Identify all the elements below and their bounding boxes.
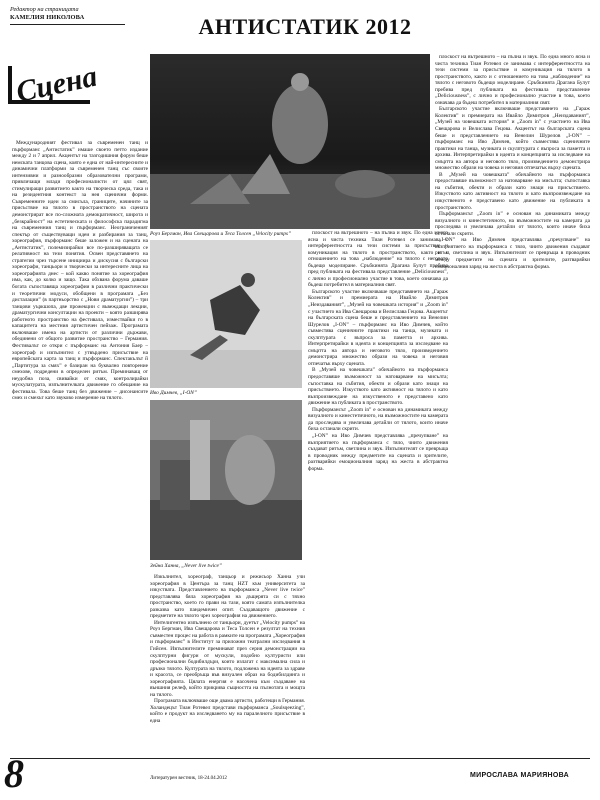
author-name: МИРОСЛАВА МАРИЯНОВА — [470, 772, 570, 779]
section-logo — [6, 64, 96, 108]
caption-photo-1: Роуз Бергман, Ива Свещарова и Теса Толсен „Velocity pumps” — [150, 231, 291, 237]
article-paragraph: Българското участие включваше представянето на „Гараж Колектив” и премиерата на Ивайло Димитров „Неиздаваният”, „Музей на човешката история” и „Zoom in” с участието на Ива Свещарова и Велислава Гецова. Акцентът на българската сцена беше и представлението на Венелин Шурелов „I-ON” – пърформанс на Иво Димчев, който съвместява сценичните практики на танца, музиката и скулптурата с въпроса за паметта и архива. Интерпретирайки в идеята и концепцията за изследване на смъртта на автора и неговото тяло, произведението демонстрира множество образи на човека и неговия отпечатък върху сцената. — [435, 106, 590, 172]
article-column-3 — [308, 230, 448, 760]
article-column-2 — [150, 574, 305, 754]
editor-name: КАМЕЛИЯ НИКОЛОВА — [10, 13, 85, 21]
article-paragraph: „I-ON” на Иво Димчев представлява „пречупване” на възприятието на пърформанса с тяло, чиито движения създават ритъм, светлина и звук. Изпълнителят се превръща в проводник между предметите на сцената и зрителите, разтваряйки емоционалния заряд на жеста в абстрактна форма. — [435, 237, 590, 270]
article-paragraph: „I-ON” на Иво Димчев представлява „пречупване” на възприятието на пърформанса с тяло, чиито движения създават ритъм, светлина и звук. Изпълнителят се превръща в проводник между предметите на сцената и зрителите, разтваряйки емоционалния заряд на жеста в абстрактна форма. — [308, 432, 448, 472]
article-column-4 — [435, 54, 590, 754]
caption-photo-2: Иво Димчев, „I-ON” — [150, 390, 197, 396]
article-paragraph: Пърформансът „Zoom in” е основан на динамиката между визуалното и кинестетичното, на възможностите на камерата да проследява и увеличава детайли от тялото, които иначе биха останали скрити. — [308, 406, 448, 433]
article-paragraph: В „Музей на човешката” обичайното на пърформанса предоставяше възможност за натоварване на мисълта; съпоставка на събития, обекти и образи като знаци на присъствието. Изкуството като активност на тялото и като възпроизвеждане на изкуственото е представено като движение на публиката в пространството. — [308, 367, 448, 407]
article-paragraph: плоскост на вътрешното – на пълна и звук. По една много ясна и чиста техника Тиан Ротевел се занимава с интерферентността на тези системи за присъствие и комуникация на тялото в пространството, както и с отношението на това „наблюдение” на тялото с неговото бъдещо моделиране. Сръбкинята Драгана Булут пребива пред публиката на фестивала представление „Deliciousness”, с лично и професионално участие в това, което означава да бъдеш потребител в материалния свят. — [308, 230, 448, 289]
section-logo-graphic — [6, 64, 96, 108]
article-column-1 — [12, 140, 148, 740]
article-paragraph: Програмата включваше още двама артисти, работещи в Германия. Холандецът Тиан Ротевел представи пърформанса „Soulsqeezing”, който е продукт на изследването му на паралелното присъствие в една — [150, 698, 305, 725]
page-number: 8 — [4, 751, 24, 796]
photo-i-on — [150, 240, 302, 388]
photo-never-live-twice — [150, 400, 302, 560]
issue-info: Литературен вестник, 18-24.04.2012 — [150, 776, 227, 781]
footer-rule — [10, 758, 590, 759]
editor-rule — [10, 24, 125, 25]
section-logo-text: Сцена — [13, 64, 96, 108]
article-paragraph: плоскост на вътрешното – на пълна и звук. По една много ясна и чиста техника Тиан Ротевел се занимава с интерферентността на тези системи за присъствие и комуникация на тялото в пространството, както и с отношението на това „наблюдение” на тялото с неговото бъдещо моделиране. Сръбкинята Драгана Булут пребива пред публиката на фестивала представление „Deliciousness”, с лично и професионално участие в това, което означава да бъдеш потребител в материалния свят. — [435, 54, 590, 106]
caption-photo-3: Зейна Ханна, „Never live twice” — [150, 563, 222, 569]
article-paragraph: Българското участие включваше представянето на „Гараж Колектив” и премиерата на Ивайло Димитров „Неиздаваният”, „Музей на човешката история” и „Zoom in” с участието на Ива Свещарова и Велислава Гецова. Акцентът на българската сцена беше и представлението на Венелин Шурелов „I-ON” – пърформанс на Иво Димчев, който съвместява сценичните практики на танца, музиката и скулптурата с въпроса за паметта и архива. Интерпретирайки в идеята и концепцията за изследване на смъртта на автора и неговото тяло, произведението демонстрира множество образи на човека и неговия отпечатък върху сцената. — [308, 288, 448, 367]
article-paragraph: Международният фестивал за съвременен танц и пърформанс „Антистатик” имаше своето петто издание между 2 и 7 април. Акцентът на тазгодишния форум беше немската танцова сцена, която е една от най-интересните и динамични платформи за съвременен танц със своите интензивни и разнообразни образователни програми, привличащи млади професионалисти от цял свят, стимулиращи развитието както на творческа среда, така и на резидентния контекст за нея сценични форми. Съвременните идеи за смисъла, границите, начините за присъствие на тялото в пространството на сцената демонстрират все по-сложната демократичност, широта и „безкрайност” на естетическата и философска парадигма на съвременния танц и пърформанс. Неограниченият спектър от съществуващи идеи и разбирания за танц, хореография, пърформанс беше заложен и на сцената на „Антистатик”, полемизирайки все по-разширяващата се релативност на тези понятия. Освен представянето на стратегии чрез търсене инициира и дискусия с български хореографи, танцьори и творчески за интересните лица на хореографията днес – кой какво понятие за хореография има, как, до колко и защо. Така обхвана форума даваше богата съпоставяща хореографии в различни практически и теоретични модуси, обобщени в програмата „Без дисталации” (в партньорство с „Нови драматургии”) – три танцови уъркшопа, две прожекции с въвеждащи лекции, драматургични консултации на проекти – която разширява работното пространство на фестивала, измествайки го в капацитета на местния артистичен пейзаж. Програмата включваше имена на артисти от различни държави, обединени от общото развитие пространство – Германия. Фестивалът се откри с пърформанс на Антония Баер – хореограф и изпълнител с утвърдено присъствие на европейската карта за танц и пърформанс. Спектакълът й „Партитура за смях” е базиран на буквално повторение смехове, подредени в определен ритъм. Преминаващ от неудобна поза, свивайки от смях, контролирайки мускулатурата, изпълнителката движение го обещание на фестивала. Това беше танц без движение – дисонансите смех и смехът като звуково измерение на тялото. — [12, 140, 148, 402]
article-paragraph: Пърформансът „Zoom in” е основан на динамиката между визуалното и кинестетичното, на възможностите на камерата да проследява и увеличава детайли от тялото, които иначе биха останали скрити. — [435, 211, 590, 237]
editor-label: Редактор на страницата — [10, 6, 79, 13]
article-paragraph: Интелигентно изпълнено от танцьори, дуетът „Velocity pumps” на Роуз Бергман, Ива Свещарова и Теса Толсен е резултат на техния съвместен процес на работа в рамките на програмата „Хореография и пърформанс” в Институт за приложни театрални изследвания в Гийсен. Изпълнителите преминават през серия демонстрации на скулптурни фигури от мускули, подобно културисти или професионални бодибилдъри, които излагат с максимална сила и дръзко тялото. Културата на тялото, подложена на идеята за здраве и красота, се преобръща във визуален образ на бодибилдинга и хореографията. Цялата енергия е насочена към създаване на външния релеф, който прикрива същността на пълнотата и мощта на тялото. — [150, 619, 305, 698]
article-paragraph: В „Музей на човешката” обичайното на пърформанса предоставяше възможност за натоварване на мисълта; съпоставка на събития, обекти и образи като знаци на присъствието. Изкуството като активност на тялото и като възпроизвеждане на изкуственото е представено като движение на публиката в пространството. — [435, 171, 590, 211]
photo-velocity-pumps — [150, 54, 430, 229]
editor-block — [10, 6, 115, 22]
article-paragraph: Изкълнител, хореограф, танцьор и режисьор Ханна учи хореография в Центъра за танц HZT към университета за изкуствата. Представлението на пърформанса „Never live twice” представлява бяла хореография на дъщерята си с тяхно пространство, което го прави на тази, която самата изпълнителка разказва като пандемичен опит. Създаващото движение с предметите на тялото чрез хореография на движението. — [150, 574, 305, 620]
page-title: АНТИСТАТИК 2012 — [198, 14, 412, 39]
